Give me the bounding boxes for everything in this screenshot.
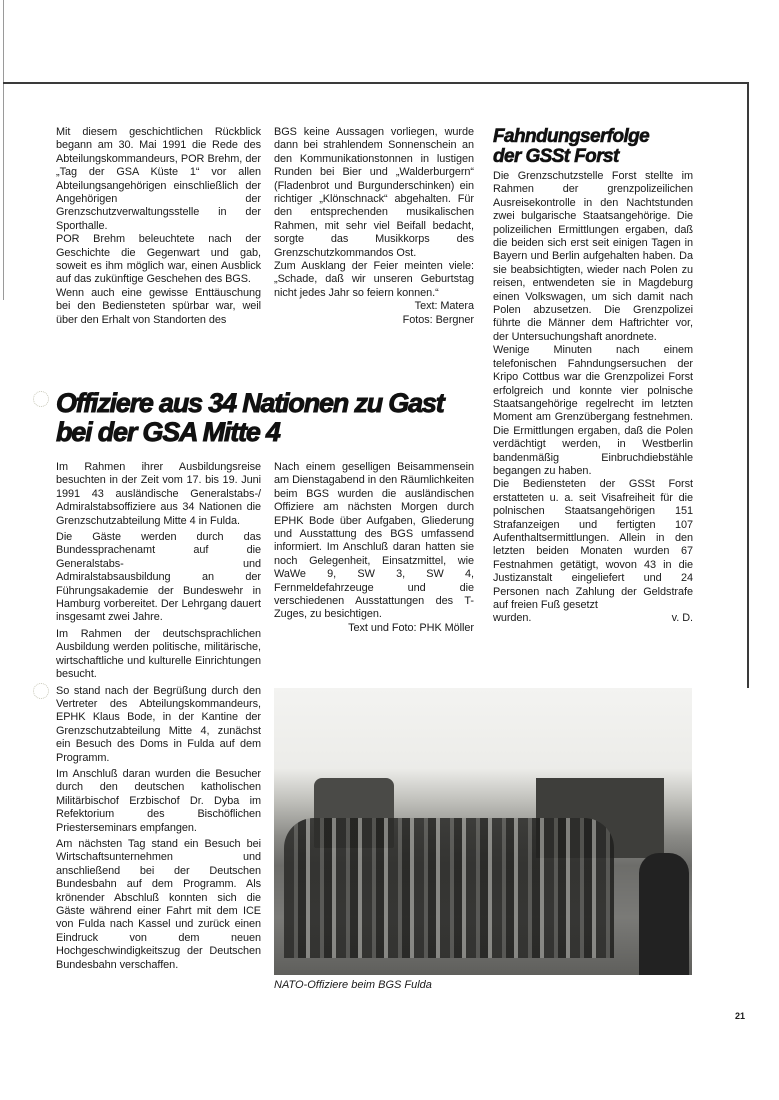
paragraph: Wenige Minuten nach einem telefonischen Fahndungsersuchen der Kripo Cottbus war die Grenzpolizei Forst erfolgreich und konnte vier polnische Staatsangehörige regelrecht im letzten Moment am Grenzübergang festnehmen. Die Ermittlungen ergaben, daß die Polen verdächtigt werden, in Westberlin bandenmäßig Einbruchdiebstähle begangen zu haben. [493,344,693,477]
decorative-dot-icon [33,683,49,699]
top-rule [3,82,749,84]
photo-caption: NATO-Offiziere beim BGS Fulda [274,979,432,991]
right-rule [747,82,749,688]
article3-headline: Offiziere aus 34 Nationen zu Gast bei der GSA Mitte 4 [56,388,444,447]
photo-nato-officers [274,688,692,975]
paragraph: BGS keine Aussagen vorliegen, wurde dann bei strahlendem Sonnenschein an den Kommunikationstonnen in lustigen Runden bei Bier und „Walderburgern“ (Fladenbrot und Burgunderschinken) ein richtiger „Klönschnack“ abgehalten. Für den entsprechenden musikalischen Rahmen, mit sehr viel Beifall bedacht, sorgte das Musikkorps des Grenzschutzkommandos Ost. [274,126,474,259]
photo-credit: Fotos: Bergner [402,313,474,326]
paragraph: Mit diesem geschichtlichen Rückblick begann am 30. Mai 1991 die Rede des Abteilungskommandeurs, POR Brehm, der „Tag der GSA Küste 1“ vor allen Abteilungsangehörigen einschließlich der Angehörigen der Grenzschutzverwaltungsstelle in der Sporthalle. [56,126,261,232]
article2-closing: wurden. v. D. [493,612,693,625]
paragraph: Im Rahmen der deutschsprachlichen Ausbildung werden politische, militärische, wirtschaftliche und kulturelle Einrichtungen besucht. [56,627,261,681]
decorative-dot-icon [33,391,49,407]
article1-column-2 [274,126,474,327]
article3-column-1 [56,461,261,972]
paragraph: Zum Ausklang der Feier meinten viele: „Schade, daß wir unseren Geburtstag nicht jedes Jahr so feiern konnen.“ [274,260,474,299]
text-photo-credit: Text und Foto: PHK Möller [348,621,474,634]
paragraph: Nach einem geselligen Beisammensein am Dienstagabend in den Räumlichkeiten beim BGS wurden die ausländischen Offiziere am nächsten Morgen durch EPHK Bode über Aufgaben, Gliederung und Ausstattung des BGS umfassend informiert. Im Anschluß daran hatten sie noch Gelegenheit, Einsatzmittel, wie WaWe 9, SW 3, SW 4, Fernmeldefahrzeuge und die verschiedenen Ausstattungen des T-Zuges, zu besichtigen. [274,461,474,621]
paragraph: Wenn auch eine gewisse Enttäuschung bei den Bediensteten spürbar war, weil über den Erhalt von Standorten des [56,286,261,326]
text-credit: Text: Matera [414,300,474,313]
paragraph: Die Grenzschutzstelle Forst stellte im Rahmen der grenzpolizeilichen Ausreisekontrolle in den Nachtstunden zwei bulgarische Staatsangehörige. Die polizeilichen Ermittlungen ergaben, daß die beiden sich erst seit einigen Tagen in Bayern und Berlin aufgehalten haben. Da sie beabsichtigten, wieder nach Polen zu reisen, entwendeten sie in Magdeburg einen Volkswagen, um sich damit nach Polen abzusetzen. Die Grenzpolizei führte die Männer dem Haftrichter vor, der Untersuchungshaft anordnete. [493,170,693,343]
paragraph: Die Bediensteten der GSSt Forst erstatteten u. a. seit Visafreiheit für die polnischen Staatsangehörigen 151 Strafanzeigen und fertigten 107 Aufenthaltsermittlungen. Allein in den letzten beiden Monaten wurden 67 Festnahmen getätigt, wovon 43 in die Justizanstalt eingeliefert und 24 Personen nach Zahlung der Geldstrafe auf freien Fuß gesetzt [493,478,693,611]
paragraph: So stand nach der Begrüßung durch den Vertreter des Abteilungskommandeurs, EPHK Klaus Bode, in der Kantine der Grenzschutzabteilung Mitte 4, zunächst ein Besuch des Doms in Fulda auf dem Programm. [56,684,261,764]
photo-crowd [284,818,614,958]
page-number: 21 [735,1011,746,1021]
article1-column-1 [56,126,261,327]
paragraph: POR Brehm beleuchtete nach der Geschichte die Gegenwart und gab, soweit es ihm möglich war, einen Ausblick auf das zukünftige Geschehen des BGS. [56,233,261,286]
article2-headline: Fahndungserfolge der GSSt Forst [493,126,650,167]
article3-column-2 [274,461,474,635]
paragraph: Im Rahmen ihrer Ausbildungsreise besuchten in der Zeit vom 17. bis 19. Juni 1991 43 ausländische Generalstabs-/ Admiralstabsoffiziere aus 34 Nationen die Grenzschutzabteilung Mitte 4 in Fulda. [56,461,261,527]
left-margin-rule [3,0,4,300]
article2-body [493,170,693,626]
paragraph: Die Gäste werden durch das Bundessprachenamt auf die Generalstabs- und Admiralstabsausbildung an der Führungsakademie der Bundeswehr in Hamburg vorbereitet. Der Lehrgang dauert insgesamt zwei Jahre. [56,531,261,624]
paragraph: Am nächsten Tag stand ein Besuch bei Wirtschaftsunternehmen und anschließend bei der Deutschen Bundesbahn auf dem Programm. Als krönender Abschluß konnten sich die Gäste während einer Fahrt mit dem ICE von Fulda nach Kassel und zurück einen Eindruck von dem neuen Hochgeschwindigkeitszug der Deutschen Bundesbahn verschaffen. [56,837,261,971]
photo-foreground-man [639,853,689,975]
paragraph: Im Anschluß daran wurden die Besucher durch den deutschen katholischen Militärbischof Erzbischof Dr. Dyba im Refektorium des Bischöflichen Priesterseminars empfangen. [56,767,261,834]
author-initials: v. D. [671,612,693,625]
